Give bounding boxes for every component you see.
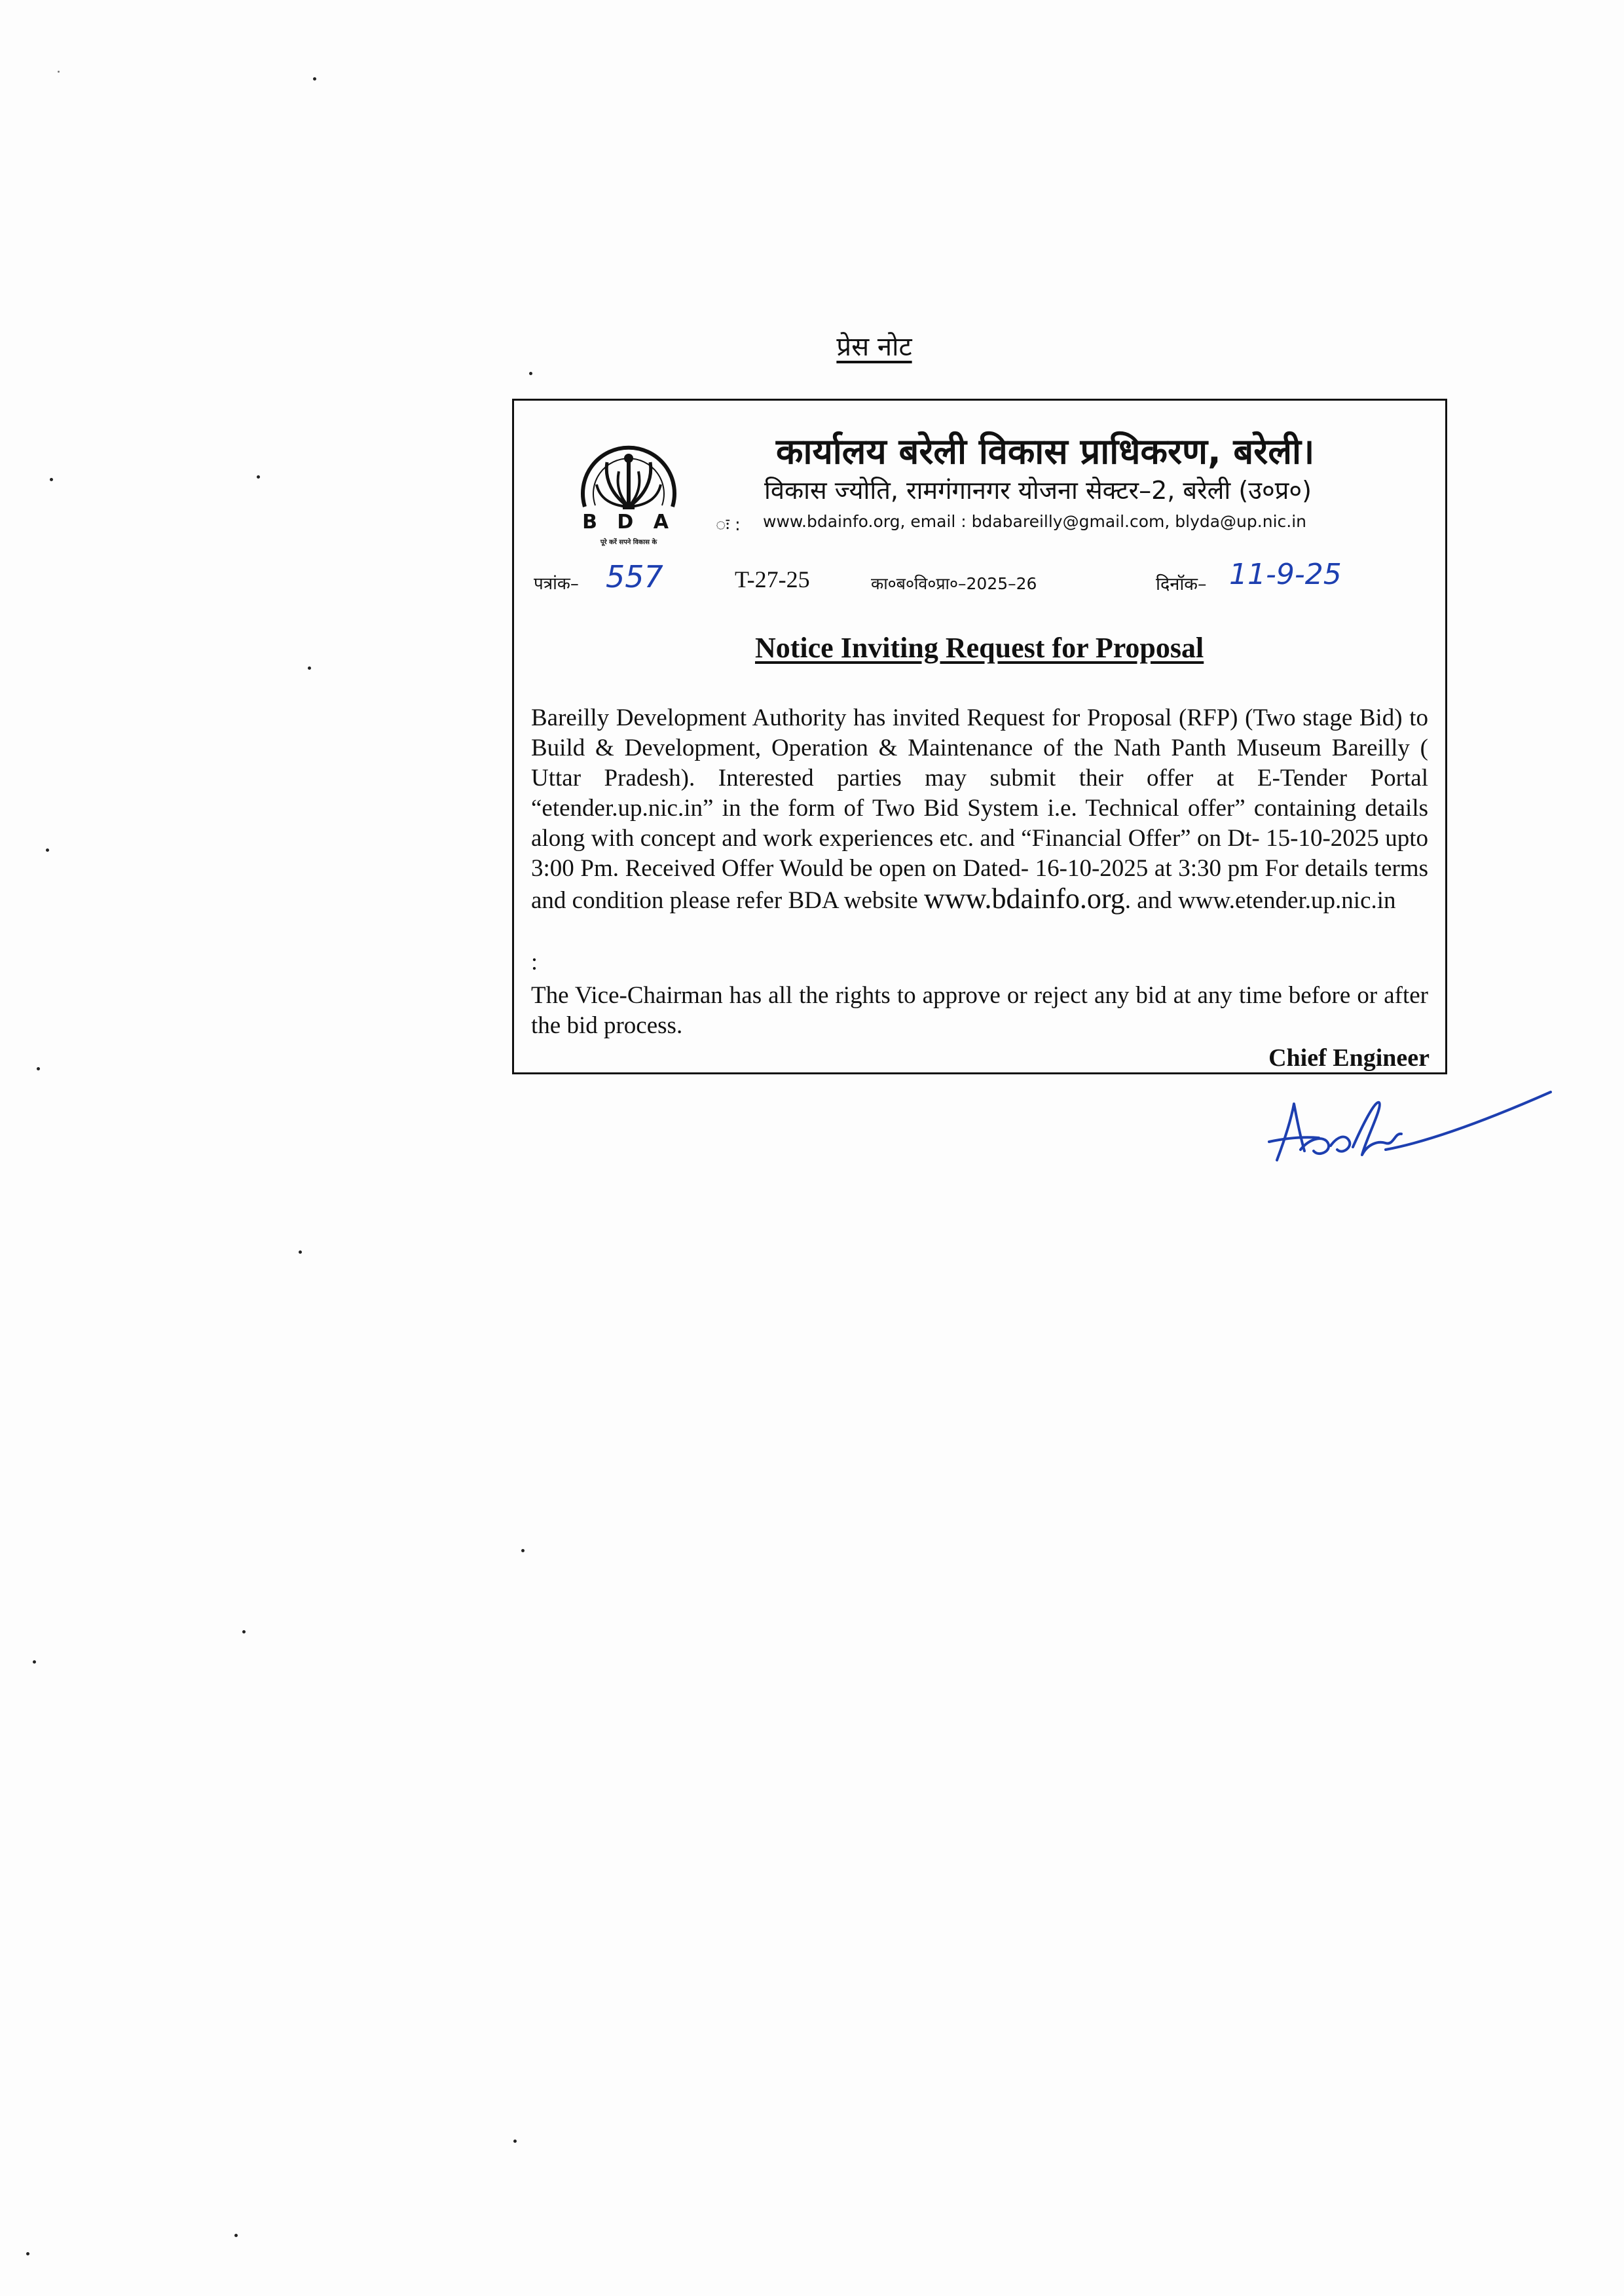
bda-emblem-icon (566, 433, 691, 519)
reference-label: पत्रांक– (534, 574, 579, 594)
bda-logo-letters: B D A (582, 511, 675, 534)
bda-logo-motto: पूरे करें सपने विकास के (600, 539, 657, 546)
scan-speck (46, 848, 49, 852)
notice-body-main: Bareilly Development Authority has invited Request for Proposal (RFP) (Two stage Bid) to Build & Development, Operation & Maintenance of the Nath Panth Museum Bareilly ( Uttar Pradesh). Interested parties may submit their offer at E-Tender Portal “etender.up.nic.in” in the form of Two Bid System i.e. Technical offer” containing details along with concept and work experiences etc. and “Financial Offer” on Dt- 15-10-2025 upto 3:00 Pm. Received Offer Would be open on Dated- 16-10-2025 at 3:30 pm For details terms and condition please refer BDA website (531, 704, 1428, 914)
scan-speck (529, 372, 532, 375)
scan-speck (26, 2252, 29, 2255)
bda-logo (566, 433, 691, 548)
handwritten-signature (1251, 1087, 1559, 1172)
press-note-title: प्रेस नोट (836, 332, 912, 362)
bullet-mark: : (531, 949, 538, 975)
scan-speck (50, 478, 53, 481)
office-title: कार्यालय बरेली विकास प्राधिकरण, बरेली। (776, 431, 1315, 472)
scan-speck (37, 1067, 40, 1070)
scan-speck (33, 1660, 36, 1664)
scan-speck (513, 2140, 517, 2143)
scan-speck (313, 77, 316, 81)
notice-box (512, 399, 1447, 1074)
tender-code: T-27-25 (735, 566, 810, 592)
reference-number: 557 (606, 559, 663, 594)
scan-speck (257, 475, 260, 479)
file-code: का०ब०वि०प्रा०–2025–26 (871, 574, 1037, 593)
date-value: 11-9-25 (1229, 558, 1342, 591)
contact-prefix: ः : (716, 515, 741, 535)
signatory-title: Chief Engineer (1268, 1044, 1430, 1072)
scan-speck (58, 71, 60, 73)
notice-body (531, 703, 1428, 916)
scan-speck (242, 1630, 246, 1633)
date-label: दिनॉक– (1156, 574, 1207, 594)
office-contact: www.bdainfo.org, email : bdabareilly@gmail.com, blyda@up.nic.in (763, 512, 1306, 531)
office-address: विकास ज्योति, रामगंगानगर योजना सेक्टर–2, बरेली (उ०प्र०) (764, 476, 1312, 505)
scan-speck (234, 2234, 238, 2237)
rights-text: The Vice-Chairman has all the rights to approve or reject any bid at any time before or after the bid process. (531, 982, 1428, 1039)
scan-speck (299, 1250, 302, 1254)
scan-speck (308, 666, 311, 670)
notice-body-end: . and www.etender.up.nic.in (1124, 887, 1396, 914)
notice-body-website: www.bdainfo.org (924, 883, 1125, 915)
scan-speck (521, 1549, 525, 1552)
notice-heading: Notice Inviting Request for Proposal (755, 632, 1204, 664)
